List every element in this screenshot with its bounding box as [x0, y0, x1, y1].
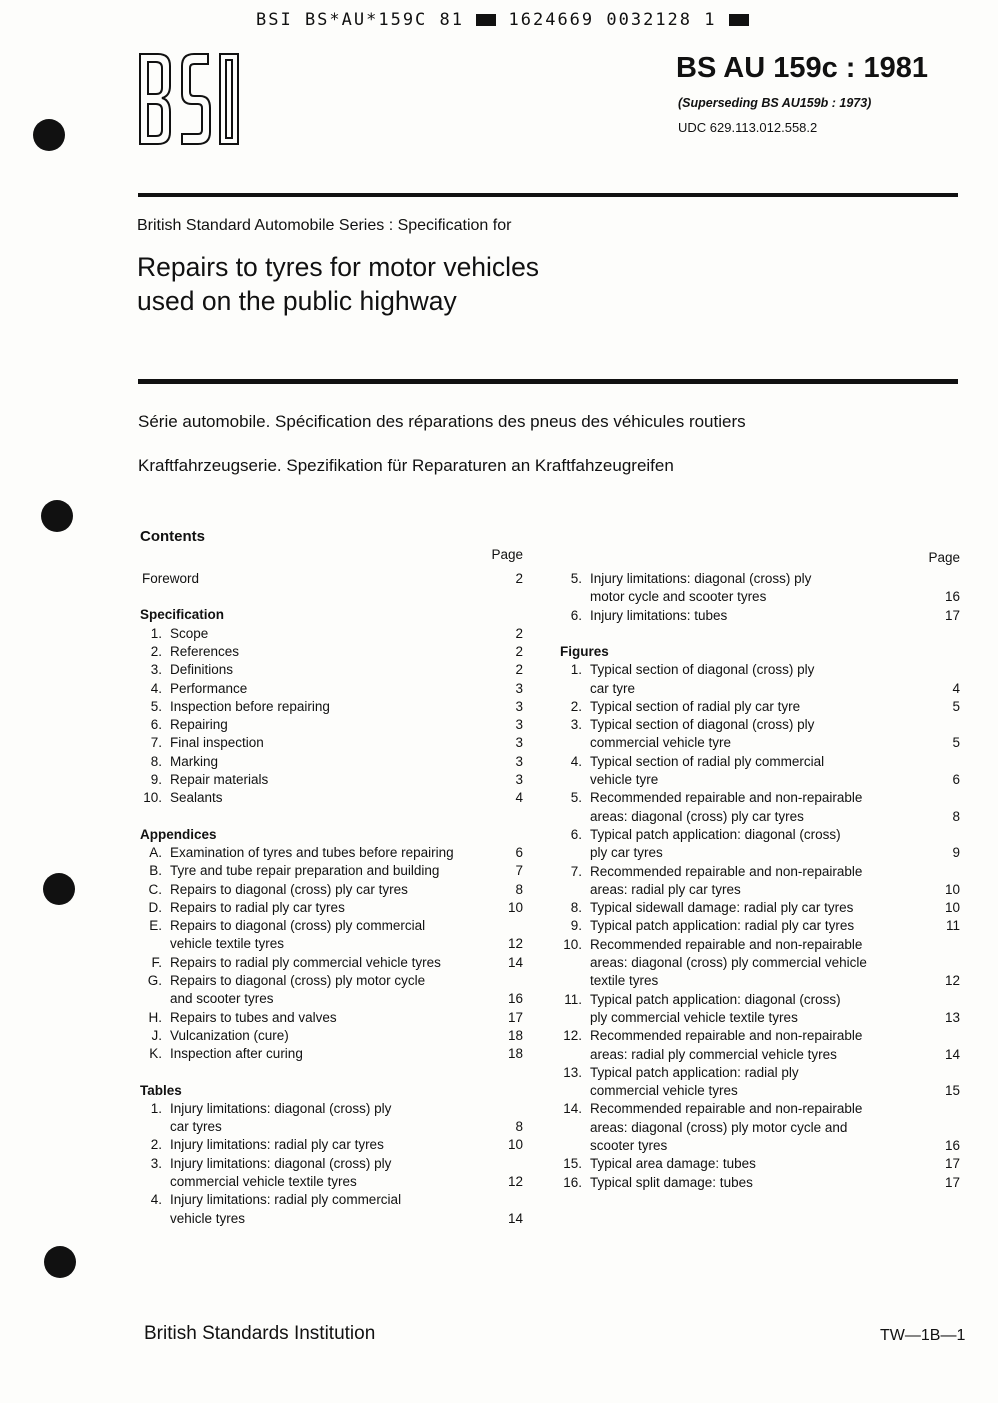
entry-page: 16 [944, 1138, 960, 1153]
toc-entry [140, 753, 523, 771]
scan-code: 1624669 0032128 1 [508, 10, 717, 30]
contents-heading: Contents [140, 528, 205, 545]
entry-number: 4. [150, 680, 162, 696]
entry-number: 5. [570, 571, 582, 586]
toc-entry [140, 1191, 523, 1209]
entry-title: Typical section of radial ply commercial [590, 753, 825, 769]
toc-entry [140, 661, 523, 679]
entry-page: 16 [944, 589, 960, 605]
toc-entry [140, 844, 523, 862]
entry-number: 1. [150, 625, 162, 641]
toc-entry [140, 1009, 523, 1027]
entry-page: 12 [507, 936, 523, 952]
entry-number: K. [149, 1046, 162, 1062]
toc-entry-continuation [140, 1173, 523, 1191]
section-heading: Appendices [140, 826, 217, 842]
toc-entry [140, 1136, 523, 1154]
scan-mark [729, 14, 749, 26]
entry-title: Injury limitations: diagonal (cross) ply [170, 1155, 392, 1171]
entry-title: Repair materials [170, 772, 269, 787]
toc-entry-continuation [560, 881, 960, 899]
entry-title: Sealants [170, 790, 223, 806]
entry-page: 17 [944, 607, 960, 623]
toc-entry [140, 862, 523, 880]
toc-entry [560, 661, 960, 679]
entry-page: 15 [944, 1083, 960, 1099]
toc-entry-continuation [560, 1119, 960, 1137]
toc-entry-continuation [560, 680, 960, 698]
toc-entry [560, 863, 960, 881]
entry-number: 6. [150, 717, 162, 733]
entry-number: F. [151, 954, 162, 970]
entry-title: Injury limitations: diagonal (cross) ply [170, 1100, 392, 1116]
toc-entry [140, 716, 523, 734]
entry-page: 5 [952, 698, 960, 714]
entry-title: Typical sidewall damage: radial ply car tyres [590, 900, 854, 916]
entry-number: 13. [563, 1064, 582, 1080]
entry-title: areas: radial ply car tyres [590, 881, 741, 897]
supersedes-note: (Superseding BS AU159b : 1973) [678, 96, 872, 110]
entry-page: 3 [515, 698, 523, 714]
entry-title: Typical area damage: tubes [590, 1156, 756, 1172]
toc-entry-continuation [140, 1210, 523, 1228]
toc-entry [140, 789, 523, 807]
toc-entry-continuation [140, 935, 523, 953]
entry-number: 15. [563, 1156, 582, 1172]
entry-page: 10 [944, 900, 960, 916]
toc-entry [140, 1027, 523, 1045]
page-label: Page [491, 547, 523, 562]
section-heading-row [140, 606, 523, 624]
entry-page: 3 [515, 753, 523, 769]
toc-entry [560, 716, 960, 734]
entry-page: 2 [515, 571, 523, 586]
toc-entry [140, 734, 523, 752]
entry-title: Recommended repairable and non-repairable [590, 863, 863, 879]
toc-entry [560, 1174, 960, 1192]
entry-number: A. [149, 844, 162, 860]
toc-entry [140, 570, 523, 588]
toc-entry-continuation [560, 771, 960, 789]
entry-number: C. [148, 881, 162, 897]
divider [138, 193, 958, 197]
entry-number: 9. [570, 918, 582, 934]
toc-entry [560, 698, 960, 716]
entry-title: vehicle textile tyres [170, 936, 285, 952]
punch-hole [41, 500, 73, 532]
entry-page: 9 [952, 845, 960, 861]
french-title: Série automobile. Spécification des réparations des pneus des véhicules routiers [138, 412, 746, 431]
toc-entry [560, 991, 960, 1009]
entry-number: 6. [570, 607, 582, 623]
entry-page: 3 [515, 717, 523, 733]
entry-title: Injury limitations: radial ply commercial [170, 1192, 402, 1208]
entry-title: Inspection after curing [170, 1046, 303, 1062]
entry-title: Injury limitations: tubes [590, 607, 728, 623]
toc-entry [560, 826, 960, 844]
toc-entry [560, 899, 960, 917]
entry-page: 2 [515, 662, 523, 678]
toc-entry-continuation [560, 1046, 960, 1064]
entry-title: Vulcanization (cure) [170, 1027, 289, 1043]
section-heading: Figures [560, 643, 609, 659]
toc-entry [560, 607, 960, 625]
toc-entry [140, 680, 523, 698]
entry-title: Typical section of diagonal (cross) ply [590, 717, 815, 733]
entry-number: 10. [563, 936, 582, 952]
entry-title: areas: radial ply commercial vehicle tyres [590, 1046, 837, 1062]
entry-title: Typical patch application: radial ply [590, 1064, 799, 1080]
toc-entry [560, 1155, 960, 1173]
toc-entry-continuation [140, 990, 523, 1008]
series-line: British Standard Automobile Series : Specification for [137, 217, 512, 234]
section-heading-row [140, 826, 523, 844]
entry-title: References [170, 643, 240, 659]
entry-page: 2 [515, 643, 523, 659]
toc-entry-continuation [560, 972, 960, 990]
punch-hole [44, 1246, 76, 1278]
entry-number: 1. [570, 662, 582, 678]
entry-page: 18 [507, 1046, 523, 1062]
entry-page: 17 [507, 1009, 523, 1025]
section-heading: Tables [140, 1082, 182, 1098]
entry-number: 10. [143, 790, 162, 806]
entry-number: 6. [570, 826, 582, 842]
entry-number: 5. [150, 698, 162, 714]
document-title [137, 250, 539, 318]
entry-page: 8 [515, 1119, 523, 1135]
entry-page: 17 [944, 1156, 960, 1172]
entry-title: Typical section of radial ply car tyre [590, 698, 801, 714]
entry-title: textile tyres [590, 973, 659, 989]
entry-page: 3 [515, 735, 523, 751]
entry-title: Repairs to radial ply commercial vehicle tyres [170, 954, 441, 970]
title-line-2: used on the public highway [137, 286, 457, 316]
entry-title: Definitions [170, 662, 234, 678]
toc-entry [140, 771, 523, 789]
toc-entry [560, 753, 960, 771]
section-heading: Specification [140, 607, 225, 623]
entry-title: Scope [170, 625, 209, 641]
entry-number: 8. [570, 900, 582, 916]
entry-title: commercial vehicle tyres [590, 1083, 738, 1099]
entry-page: 4 [952, 680, 960, 696]
entry-page: 10 [944, 881, 960, 897]
entry-number: 3. [570, 717, 582, 733]
entry-page: 4 [515, 790, 523, 806]
entry-number: E. [149, 918, 162, 934]
entry-page: 10 [507, 1137, 523, 1153]
entry-number: J. [151, 1027, 162, 1043]
entry-number: H. [148, 1009, 162, 1025]
entry-number: 16. [563, 1174, 582, 1190]
scanline-text: BSI BS*AU*159C 81 [256, 10, 464, 30]
entry-number: 2. [570, 698, 582, 714]
entry-page: 18 [507, 1027, 523, 1043]
toc-entry-continuation [560, 808, 960, 826]
toc-entry-continuation [560, 588, 960, 606]
section-heading-row [560, 643, 960, 661]
entry-title: Typical patch application: radial ply car tyres [590, 918, 855, 934]
toc-entry-continuation [140, 1118, 523, 1136]
document-reference: TW—1B—1 [880, 1327, 966, 1344]
entry-page: 8 [952, 808, 960, 824]
entry-title: areas: diagonal (cross) ply car tyres [590, 808, 804, 824]
entry-page: 3 [515, 772, 523, 787]
scan-mark [476, 14, 496, 26]
entry-number: 7. [570, 863, 582, 879]
entry-page: 8 [515, 881, 523, 897]
entry-title: Repairs to diagonal (cross) ply motor cycle [170, 973, 426, 988]
section-heading-row [140, 1082, 523, 1100]
entry-page: 14 [507, 954, 523, 970]
contents-heading-row [140, 528, 523, 546]
entry-page: 6 [515, 844, 523, 860]
entry-title: Recommended repairable and non-repairable [590, 1101, 863, 1117]
toc-entry [140, 899, 523, 917]
entry-title: vehicle tyres [170, 1210, 246, 1226]
entry-title: Injury limitations: diagonal (cross) ply [590, 571, 812, 586]
entry-page: 3 [515, 680, 523, 696]
entry-title: Tyre and tube repair preparation and building [170, 863, 440, 879]
toc-entry [560, 1064, 960, 1082]
entry-title: Recommended repairable and non-repairable [590, 790, 863, 806]
entry-title: Typical split damage: tubes [590, 1174, 753, 1190]
contents-left-column [140, 528, 523, 1248]
entry-page: 14 [944, 1046, 960, 1062]
entry-page: 16 [507, 991, 523, 1007]
german-title: Kraftfahrzeugserie. Spezifikation für Reparaturen an Kraftfahzeugreifen [138, 456, 674, 475]
entry-title: areas: diagonal (cross) ply commercial vehicle [590, 955, 867, 970]
entry-number: G. [147, 973, 162, 988]
entry-title: Final inspection [170, 735, 264, 751]
entry-number: 3. [150, 1155, 162, 1171]
toc-entry-continuation [560, 844, 960, 862]
toc-entry [140, 1045, 523, 1063]
entry-page: 12 [944, 973, 960, 989]
entry-page: 11 [945, 918, 960, 934]
entry-title: Recommended repairable and non-repairable [590, 936, 863, 952]
entry-number: 5. [570, 790, 582, 806]
toc-entry [560, 1027, 960, 1045]
entry-page: 14 [507, 1210, 523, 1226]
entry-number: 2. [150, 643, 162, 659]
toc-entry [560, 789, 960, 807]
standard-number: BS AU 159c : 1981 [676, 52, 929, 84]
toc-entry [140, 643, 523, 661]
udc-code: UDC 629.113.012.558.2 [678, 120, 818, 135]
entry-title: Examination of tyres and tubes before repairing [170, 844, 454, 860]
entry-title: motor cycle and scooter tyres [590, 589, 767, 605]
entry-number: 14. [563, 1101, 582, 1117]
entry-title: commercial vehicle tyre [590, 735, 732, 751]
punch-hole [33, 119, 65, 151]
entry-page: 12 [507, 1174, 523, 1189]
entry-number: 1. [150, 1100, 162, 1116]
entry-page: 17 [944, 1174, 960, 1190]
entry-title: Repairs to radial ply car tyres [170, 899, 345, 915]
entry-number: 9. [150, 772, 162, 787]
page-label-row [140, 546, 523, 564]
entry-number: 4. [150, 1192, 162, 1208]
entry-title: Inspection before repairing [170, 698, 330, 714]
entry-page: 2 [515, 625, 523, 641]
entry-title: Performance [170, 680, 248, 696]
entry-title: scooter tyres [590, 1138, 668, 1153]
bsi-logo [138, 52, 242, 146]
entry-number: 11. [564, 991, 582, 1007]
entry-number: B. [149, 863, 162, 879]
publisher-name: British Standards Institution [144, 1323, 376, 1344]
toc-entry [560, 1100, 960, 1118]
punch-hole [43, 873, 75, 905]
entry-title: areas: diagonal (cross) ply motor cycle and [590, 1119, 848, 1135]
toc-entry-continuation [560, 1082, 960, 1100]
toc-entry [140, 972, 523, 990]
entry-title: Repairing [170, 717, 228, 733]
toc-entry-continuation [560, 734, 960, 752]
toc-entry [140, 1100, 523, 1118]
toc-entry-continuation [560, 1009, 960, 1027]
toc-entry [140, 1155, 523, 1173]
page-label: Page [928, 550, 960, 565]
toc-entry [140, 625, 523, 643]
toc-entry [140, 698, 523, 716]
toc-entry [560, 917, 960, 935]
entry-number: 2. [150, 1137, 162, 1153]
toc-entry [140, 881, 523, 899]
toc-entry-continuation [560, 954, 960, 972]
divider [138, 379, 958, 384]
entry-title: Repairs to diagonal (cross) ply commercial [170, 918, 426, 934]
contents-right-column [560, 549, 960, 1209]
entry-title: Marking [170, 753, 219, 769]
page-label-row [560, 549, 960, 567]
entry-number: 3. [150, 662, 162, 678]
entry-title: Repairs to tubes and valves [170, 1009, 337, 1025]
entry-title: commercial vehicle textile tyres [170, 1174, 357, 1189]
entry-page: 5 [952, 735, 960, 751]
entry-page: 10 [507, 899, 523, 915]
entry-title: ply car tyres [590, 845, 663, 861]
entry-page: 7 [515, 863, 523, 879]
toc-entry [560, 936, 960, 954]
entry-title: Typical patch application: diagonal (cross) [590, 826, 841, 842]
entry-number: 4. [570, 753, 582, 769]
entry-title: car tyre [590, 680, 636, 696]
entry-title: Repairs to diagonal (cross) ply car tyres [170, 881, 408, 897]
entry-number: D. [148, 899, 162, 915]
entry-title: ply commercial vehicle textile tyres [590, 1009, 798, 1025]
toc-entry [560, 570, 960, 588]
entry-number: 8. [150, 753, 162, 769]
entry-title: Typical patch application: diagonal (cross) [590, 991, 841, 1007]
entry-title: Typical section of diagonal (cross) ply [590, 662, 815, 678]
entry-number: 7. [150, 735, 162, 751]
toc-entry [140, 917, 523, 935]
toc-entry-continuation [560, 1137, 960, 1155]
toc-entry [140, 954, 523, 972]
entry-page: 6 [952, 772, 960, 787]
entry-title: vehicle tyre [590, 772, 659, 787]
entry-title: Recommended repairable and non-repairable [590, 1028, 863, 1044]
entry-title: Foreword [142, 571, 200, 586]
title-line-1: Repairs to tyres for motor vehicles [137, 252, 540, 282]
entry-page: 13 [944, 1009, 960, 1025]
scan-header-line [256, 10, 749, 30]
entry-title: car tyres [170, 1119, 222, 1135]
entry-title: and scooter tyres [170, 991, 274, 1007]
entry-title: Injury limitations: radial ply car tyres [170, 1137, 384, 1153]
entry-number: 12. [563, 1028, 582, 1044]
